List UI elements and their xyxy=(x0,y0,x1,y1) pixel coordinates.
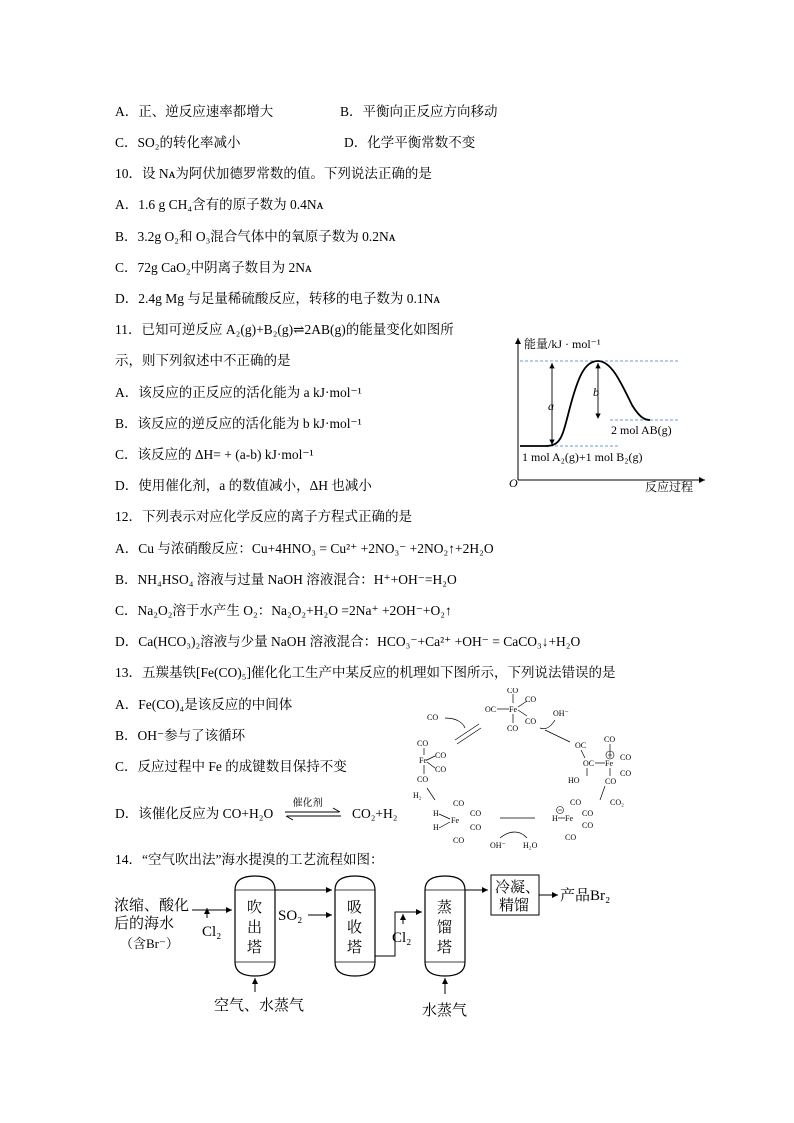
svg-text:吹: 吹 xyxy=(247,900,263,916)
svg-text:塔: 塔 xyxy=(247,940,263,956)
fe-co4-complex xyxy=(417,739,446,784)
svg-text:Fe: Fe xyxy=(509,705,517,714)
svg-text:Fe: Fe xyxy=(565,814,573,823)
co2-label: CO₂ xyxy=(610,798,624,807)
svg-text:CO: CO xyxy=(525,695,537,704)
q12-option-a: A．Cu 与浓硝酸反应：Cu+4HNO₃ = Cu²⁺ +2NO₃⁻ +2NO₂↑+2H₂O xyxy=(115,541,494,556)
origin-label: O xyxy=(509,476,518,490)
svg-text:CO: CO xyxy=(570,798,582,807)
svg-text:CO: CO xyxy=(620,753,632,762)
condense-rectify-box xyxy=(491,875,540,915)
svg-text:CO: CO xyxy=(453,836,465,845)
q11-option-b: B．该反应的逆反应的活化能为 b kJ·mol⁻¹ xyxy=(115,416,362,431)
q9-option-a: A．正、逆反应速率都增大 xyxy=(115,104,274,119)
svg-text:精馏: 精馏 xyxy=(499,898,530,914)
q13-option-a: A．Fe(CO)₄是该反应的中间体 xyxy=(115,697,293,712)
absorption-tower xyxy=(335,876,375,976)
feed-label-3: （含Br⁻） xyxy=(120,936,179,951)
svg-text:CO: CO xyxy=(582,809,594,818)
q13-option-d-right: CO₂+H₂ xyxy=(351,806,398,821)
product-label: 产品Br₂ xyxy=(560,888,611,904)
svg-text:塔: 塔 xyxy=(347,940,363,956)
q9-option-d: D．化学平衡常数不变 xyxy=(344,135,476,150)
dihydride-complex xyxy=(433,799,481,845)
co-label: CO xyxy=(427,713,439,722)
cycle-arrow-5 xyxy=(427,788,435,800)
svg-text:塔: 塔 xyxy=(437,940,453,956)
svg-text:Fe: Fe xyxy=(419,756,427,765)
svg-text:吸: 吸 xyxy=(347,900,363,916)
svg-text:蒸: 蒸 xyxy=(437,900,453,916)
q13-option-b: B．OH⁻参与了该循环 xyxy=(115,728,246,743)
svg-text:H: H xyxy=(552,814,558,823)
y-axis-label: 能量/kJ · mol⁻¹ xyxy=(524,337,601,351)
svg-text:OC: OC xyxy=(575,741,587,750)
q13-option-d xyxy=(115,798,398,823)
svg-text:CO: CO xyxy=(620,769,632,778)
bottom-label-2: 水蒸气 xyxy=(422,1003,468,1019)
q12-option-b: B．NH₄HSO₄ 溶液与过量 NaOH 溶液混合：H⁺+OH⁻=H₂O xyxy=(115,572,457,587)
q9-option-c: C．SO₂的转化率减小 xyxy=(115,135,241,150)
equilibrium-icon xyxy=(283,805,343,823)
q11-stem-line1: 11．已知可逆反应 A₂(g)+B₂(g)⇌2AB(g)的能量变化如图所 xyxy=(115,322,454,337)
q10-option-a: A．1.6 g CH₄含有的原子数为 0.4Nᴀ xyxy=(115,197,324,212)
svg-text:CO: CO xyxy=(435,751,447,760)
cycle-arrow-3 xyxy=(600,786,605,800)
oh-arrow xyxy=(540,720,555,729)
q11-stem-line2: 示，则下列叙述中不正确的是 xyxy=(115,353,291,368)
q14-stem: 14．“空气吹出法”海水提溴的工艺流程如图： xyxy=(115,852,384,867)
bottom-label-1: 空气、水蒸气 xyxy=(214,998,305,1014)
cl2-label-1: Cl₂ xyxy=(202,924,222,940)
q13-option-c: C．反应过程中 Fe 的成键数目保持不变 xyxy=(115,759,347,774)
svg-text:Fe: Fe xyxy=(451,816,459,825)
oh-top-label: OH⁻ xyxy=(553,709,569,718)
svg-text:出: 出 xyxy=(247,920,263,936)
svg-text:HO: HO xyxy=(568,776,580,785)
reactant-label: 1 mol A₂(g)+1 mol B₂(g) xyxy=(522,450,643,464)
q13-stem: 13．五羰基铁[Fe(CO)₅]催化化工生产中某反应的机理如下图所示，下列说法错误的是 xyxy=(115,665,616,680)
q11-option-c: C．该反应的 ΔH= + (a-b) kJ·mol⁻¹ xyxy=(115,447,314,462)
oh-bottom-label: OH⁻ xyxy=(490,841,506,850)
q12-option-c: C．Na₂O₂溶于水产生 O₂：Na₂O₂+H₂O =2Na⁺ +2OH⁻+O₂↑ xyxy=(115,603,452,618)
svg-text:CO: CO xyxy=(470,823,482,832)
svg-text:CO: CO xyxy=(435,765,447,774)
cl2-label-2: Cl₂ xyxy=(392,930,412,946)
svg-text:H: H xyxy=(433,809,439,818)
svg-text:CO: CO xyxy=(525,717,537,726)
q9-option-b: B．平衡向正反应方向移动 xyxy=(340,104,498,119)
svg-text:CO: CO xyxy=(453,799,465,808)
product-label: 2 mol AB(g) xyxy=(611,423,672,437)
q12-stem: 12．下列表示对应化学反应的离子方程式正确的是 xyxy=(115,509,412,524)
q10-option-c: C．72g CaO₂中阴离子数目为 2Nᴀ xyxy=(115,260,312,275)
svg-text:CO: CO xyxy=(507,688,519,695)
q10-stem: 10．设 Nᴀ为阿伏加德罗常数的值。下列说法正确的是 xyxy=(115,166,432,181)
svg-text:CO: CO xyxy=(470,809,482,818)
svg-text:CO: CO xyxy=(582,821,594,830)
cycle-arrow-2 xyxy=(545,730,570,742)
h2o-label: H₂O xyxy=(523,841,538,850)
svg-text:馏: 馏 xyxy=(437,920,453,936)
q11-option-a: A．该反应的正反应的活化能为 a kJ·mol⁻¹ xyxy=(115,385,362,400)
hydride-anion-complex xyxy=(552,798,593,842)
catalyst-label: 催化剂 xyxy=(292,798,323,809)
q10-option-b: B．3.2g O₂和 O₃混合气体中的氧原子数为 0.2Nᴀ xyxy=(115,229,396,244)
svg-text:CO: CO xyxy=(604,735,616,744)
svg-text:OC: OC xyxy=(583,759,595,768)
catalyst-equilibrium-arrow xyxy=(283,798,343,823)
q12-option-d: D．Ca(HCO₃)₂溶液与少量 NaOH 溶液混合：HCO₃⁻+Ca²⁺ +OH⁻ = CaCO₃↓+H₂O xyxy=(115,634,581,649)
svg-text:H: H xyxy=(433,823,439,832)
svg-text:CO: CO xyxy=(605,777,617,786)
h2-label: H₂ xyxy=(413,791,422,800)
label-b: b xyxy=(593,385,599,399)
catalytic-cycle-diagram xyxy=(405,688,655,853)
q10-option-d: D．2.4g Mg 与足量稀硫酸反应，转移的电子数为 0.1Nᴀ xyxy=(115,291,441,306)
q11-option-d: D．使用催化剂，a 的数值减小，ΔH 也减小 xyxy=(115,478,372,493)
svg-text:Fe: Fe xyxy=(605,759,613,768)
svg-text:OC: OC xyxy=(485,705,497,714)
svg-text:收: 收 xyxy=(347,920,363,936)
distillation-tower xyxy=(425,876,465,976)
feed-label-1: 浓缩、酸化 xyxy=(114,898,190,914)
svg-text:CO: CO xyxy=(417,775,429,784)
feed-label-2: 后的海水 xyxy=(114,916,175,932)
fe-co5-complex xyxy=(485,688,536,733)
label-a: a xyxy=(548,399,554,413)
bromine-process-diagram xyxy=(110,870,650,1030)
so2-label: SO₂ xyxy=(278,908,303,924)
x-axis-label: 反应过程 xyxy=(645,480,694,494)
hydroxycarbonyl-complex xyxy=(568,735,631,786)
blow-out-tower xyxy=(235,876,275,976)
svg-text:冷凝、: 冷凝、 xyxy=(495,880,541,896)
q13-option-d-left: D．该催化反应为 CO+H₂O xyxy=(115,806,274,821)
energy-diagram xyxy=(500,330,710,500)
svg-text:CO: CO xyxy=(417,739,429,748)
svg-text:CO: CO xyxy=(565,833,577,842)
svg-text:CO: CO xyxy=(507,724,519,733)
